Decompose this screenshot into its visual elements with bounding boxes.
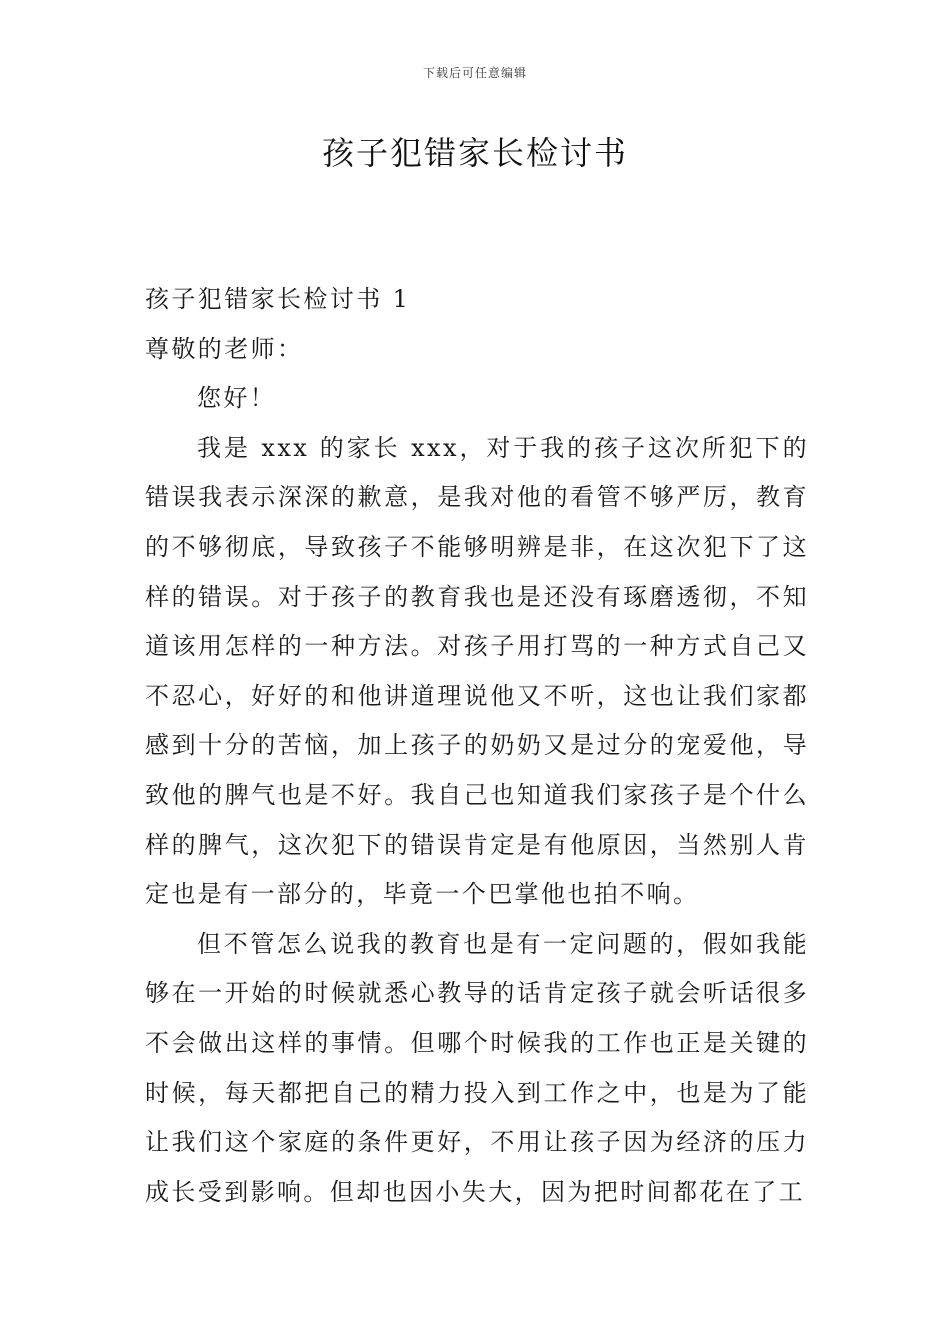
document-body	[145, 275, 809, 1217]
greeting: 您好！	[197, 384, 277, 413]
body-paragraph-1: 我是 xxx 的家长 xxx，对于我的孩子这次所犯下的错误我表示深深的歉意，是我对他的看管不够严厉，教育的不够彻底，导致孩子不能够明辨是非，在这次犯下了这样的错误。对于孩子的教育我也是还没有琢磨透彻，不知道该用怎样的一种方法。对孩子用打骂的一种方式自己又不忍心，好好的和他讲道理说他又不听，这也让我们家都感到十分的苦恼，加上孩子的奶奶又是过分的宠爱他，导致他的脾气也是不好。我自己也知道我们家孩子是个什么样的脾气，这次犯下的错误肯定是有他原因，当然别人肯定也是有一部分的，毕竟一个巴掌他也拍不响。	[145, 433, 809, 909]
salutation: 尊敬的老师：	[145, 334, 304, 363]
document-title: 孩子犯错家长检讨书	[321, 134, 628, 172]
header-note: 下载后可任意编辑	[422, 66, 527, 80]
section-heading: 孩子犯错家长检讨书 1	[145, 285, 411, 313]
body-paragraph-2: 但不管怎么说我的教育也是有一定问题的，假如我能够在一开始的时候就悉心教导的话肯定孩子就会听话很多不会做出这样的事情。但哪个时候我的工作也正是关键的时候，每天都把自己的精力投入到工作之中，也是为了能让我们这个家庭的条件更好，不用让孩子因为经济的压力成长受到影响。但却也因小失大，因为把时间都花在了工	[145, 929, 809, 1206]
